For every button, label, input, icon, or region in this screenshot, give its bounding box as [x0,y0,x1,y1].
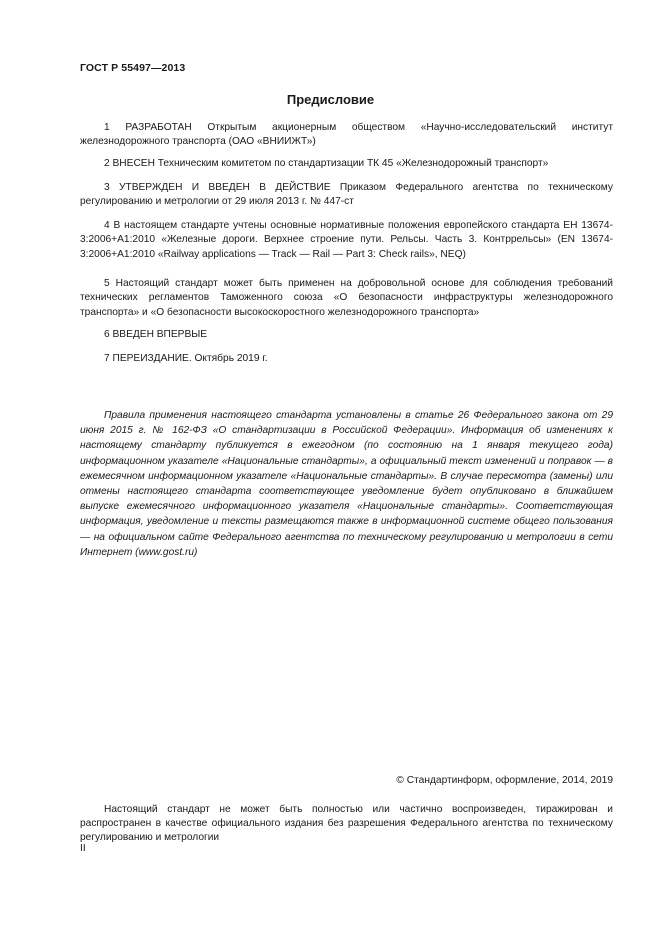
standard-code: ГОСТ Р 55497—2013 [80,62,186,74]
foreword-item-6: 6 ВВЕДЕН ВПЕРВЫЕ [104,329,208,340]
foreword-title: Предисловие [286,92,375,107]
foreword-item-5: 5 Настоящий стандарт может быть применен на добровольной основе для соблюдения требований технических регламентов Таможенного союза «О безопасности инфраструктуры железнодорожного транспорта» и «О безопасности высокоскоростного железнодорожного транспорта» [80,278,613,318]
foreword-item-4: 4 В настоящем стандарте учтены основные нормативные положения европейского стандарта ЕН 13674-3:2006+А1:2010 «Железные дороги. Верхнее строение пути. Рельсы. Часть 3. Контррельсы» (EN 13674-3:2006+A1:2010 «Railway applications — Track — Rail — Part 3: Check rails», NEQ) [80,220,613,260]
reproduction-notice: Настоящий стандарт не может быть полностью или частично воспроизведен, тиражирован и распространен в качестве официального издания без разрешения Федерального агентства по техническому регулированию и метрологии [80,804,613,844]
copyright-line: © Стандартинформ, оформление, 2014, 2019 [396,775,613,786]
foreword-item-1: 1 РАЗРАБОТАН Открытым акционерным обществом «Научно-исследовательский институт железнодорожного транспорта (ОАО «ВНИИЖТ») [80,122,613,148]
standard-application-notice: Правила применения настоящего стандарта установлены в статье 26 Федерального закона от 29 июня 2015 г. № 162-ФЗ «О стандартизации в Российской Федерации». Информация об изменениях к настоящему стандарту публикуется в ежегодном (по состоянию на 1 января текущего года) информационном указателе «Национальные стандарты», а официальный текст изменений и поправок — в ежемесячном информационном указателе «Национальные стандарты». В случае пересмотра (замены) или отмены настоящего стандарта соответствующее уведомление будет опубликовано в ближайшем выпуске ежемесячного информационного указателя «Национальные стандарты». Соответствующая информация, уведомление и тексты размещаются также в информационной системе общего пользования — на официальном сайте Федерального агентства по техническому регулированию и метрологии в сети Интернет (www.gost.ru) [80,410,613,558]
foreword-item-7: 7 ПЕРЕИЗДАНИЕ. Октябрь 2019 г. [104,353,268,364]
page-number: II [80,843,86,854]
foreword-item-2: 2 ВНЕСЕН Техническим комитетом по стандартизации ТК 45 «Железнодорожный транспорт» [104,158,549,169]
foreword-item-3: 3 УТВЕРЖДЕН И ВВЕДЕН В ДЕЙСТВИЕ Приказом Федерального агентства по техническому регулированию и метрологии от 29 июля 2013 г. № 447-ст [80,182,613,208]
